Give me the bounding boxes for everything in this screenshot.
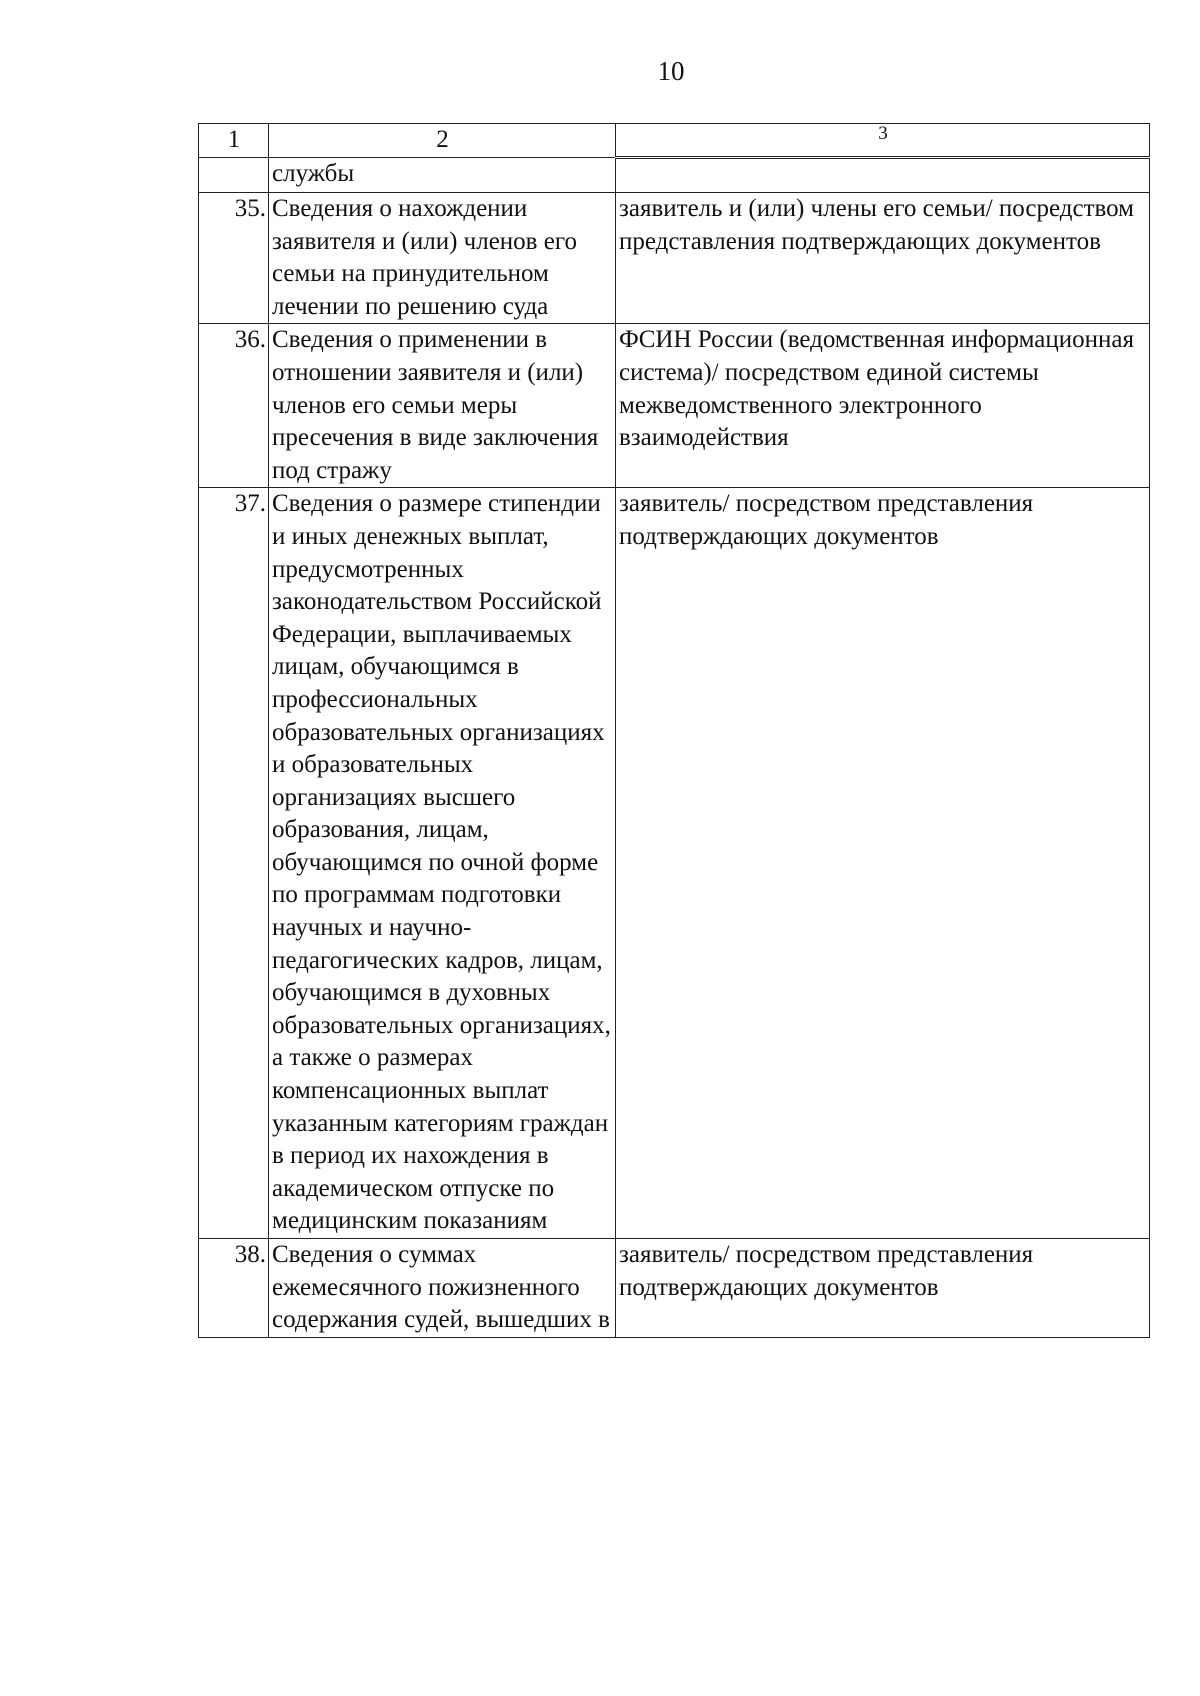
row-source: заявитель и (или) члены его семьи/ посредством представления подтверждающих документов — [616, 193, 1150, 324]
document-table — [198, 123, 1150, 1338]
row-source: заявитель/ посредством представления подтверждающих документов — [616, 488, 1150, 1239]
header-cell-2: 2 — [269, 124, 616, 158]
row-number: 37. — [199, 488, 269, 1239]
header-cell-1: 1 — [199, 124, 269, 158]
table-row — [199, 324, 1150, 488]
row-number: 35. — [199, 193, 269, 324]
row-description: Сведения о суммах ежемесячного пожизненного содержания судей, вышедших в — [269, 1239, 616, 1338]
row-number — [199, 158, 269, 193]
row-description: Сведения о нахождении заявителя и (или) членов его семьи на принудительном лечении по решению суда — [269, 193, 616, 324]
row-description: службы — [269, 158, 616, 193]
row-source — [616, 158, 1150, 193]
table-row — [199, 1239, 1150, 1338]
row-description: Сведения о размере стипендии и иных денежных выплат, предусмотренных законодательством Российской Федерации, выплачиваемых лицам, обучающимся в профессиональных образовательных организациях и образовательных организациях высшего образования, лицам, обучающимся по очной форме по программам подготовки научных и научно-педагогических кадров, лицам, обучающимся в духовных образовательных организациях, а также о размерах компенсационных выплат указанным категориям граждан в период их нахождения в академическом отпуске по медицинским показаниям — [269, 488, 616, 1239]
row-number: 36. — [199, 324, 269, 488]
header-cell-3: 3 — [616, 124, 1150, 158]
table-header-row — [199, 124, 1150, 158]
row-source: заявитель/ посредством представления подтверждающих документов — [616, 1239, 1150, 1338]
row-source: ФСИН России (ведомственная информационная система)/ посредством единой системы межведомственного электронного взаимодействия — [616, 324, 1150, 488]
page-number: 10 — [657, 56, 685, 86]
table-row — [199, 488, 1150, 1239]
row-description: Сведения о применении в отношении заявителя и (или) членов его семьи меры пресечения в виде заключения под стражу — [269, 324, 616, 488]
table-row — [199, 193, 1150, 324]
table-row — [199, 158, 1150, 193]
row-number: 38. — [199, 1239, 269, 1338]
